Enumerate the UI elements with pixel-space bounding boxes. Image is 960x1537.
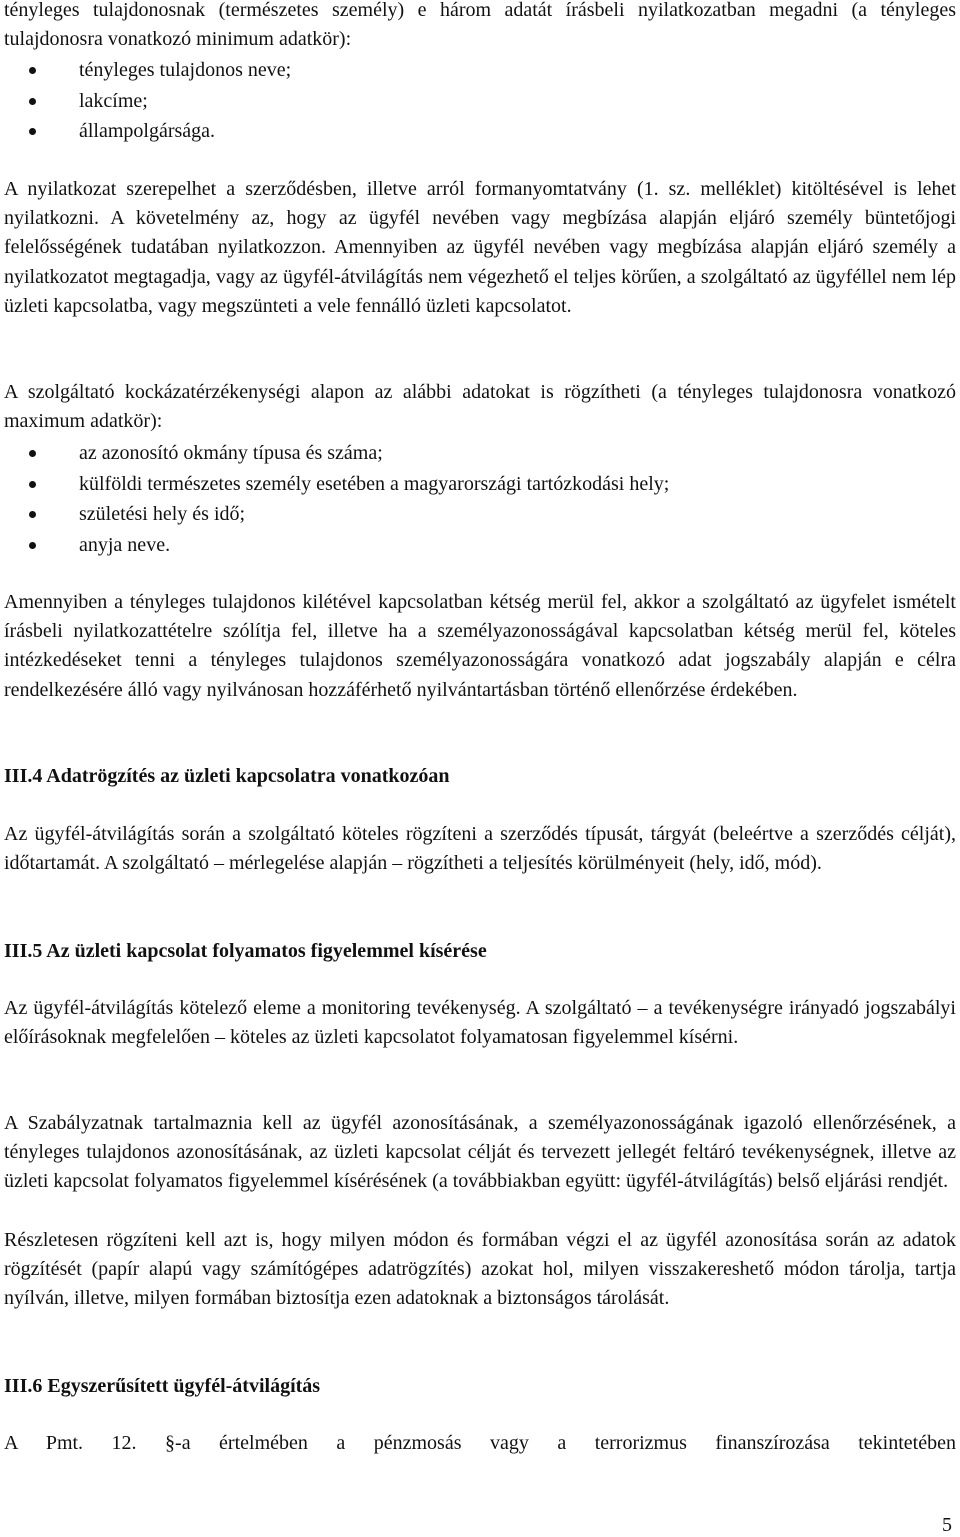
minimum-data-list <box>4 55 956 147</box>
bullet-icon <box>29 67 36 74</box>
list-item: tényleges tulajdonos neve; <box>4 55 956 86</box>
bullet-icon <box>29 98 36 105</box>
page-number: 5 <box>942 1514 952 1536</box>
paragraph-pmt: A Pmt. 12. §-a értelmében a pénzmosás vagy a terrorizmus finanszírozása tekintetében <box>4 1432 956 1454</box>
section-heading-3-5: III.5 Az üzleti kapcsolat folyamatos figyelemmel kísérése <box>4 940 487 962</box>
paragraph-regulation: A Szabályzatnak tartalmaznia kell az ügyfél azonosításának, a személyazonosságának igazoló ellenőrzésének, a tényleges tulajdonos azonosításának, az üzleti kapcsolat célját és tervezett jellegét feltáró tevékenységnek, illetve az üzleti kapcsolat folyamatos figyelemmel kísérésének (a továbbiakban együtt: ügyfél-átvilágítás) belső eljárási rendjét. <box>4 1112 956 1192</box>
bullet-icon <box>29 128 36 135</box>
maximum-data-list <box>4 438 956 560</box>
paragraph-details: Részletesen rögzíteni kell azt is, hogy milyen módon és formában végzi el az ügyfél azonosítása során az adatok rögzítését (papír alapú vagy számítógépes adatrögzítés) azokat hol, milyen visszakereshető módon tárolja, tartja nyílván, illetve, milyen formában biztosítja ezen adatoknak a biztonságos tárolását. <box>4 1229 956 1309</box>
paragraph-recording: Az ügyfél-átvilágítás során a szolgáltató köteles rögzíteni a szerződés típusát, tárgyát (beleértve a szerződés célját), időtartamát. A szolgáltató – mérlegelése alapján – rögzítheti a teljesítés körülményeit (hely, idő, mód). <box>4 823 956 875</box>
paragraph-declaration: A nyilatkozat szerepelhet a szerződésben, illetve arról formanyomtatvány (1. sz. melléklet) kitöltésével is lehet nyilatkozni. A követelmény az, hogy az ügyfél nevében vagy megbízása alapján eljáró személy büntetőjogi felelősségének tudatában nyilatkozzon. Amennyiben az ügyfél nevében vagy megbízása alapján eljáró személy a nyilatkozatot megtagadja, vagy az ügyfél-átvilágítás nem végezhető el teljes körűen, a szolgáltató az ügyféllel nem lép üzleti kapcsolatba, vagy megszünteti a vele fennálló üzleti kapcsolatot. <box>4 178 956 317</box>
section-heading-3-6: III.6 Egyszerűsített ügyfél-átvilágítás <box>4 1375 321 1397</box>
bullet-icon <box>29 511 36 518</box>
paragraph-doubt: Amennyiben a tényleges tulajdonos kilétével kapcsolatban kétség merül fel, akkor a szolgáltató az ügyfelet ismételt írásbeli nyilatkozattételre szólítja fel, illetve ha a személyazonosságával kapcsolatban kétség merül fel, köteles intézkedéseket tenni a tényleges tulajdonos személyazonosságára vonatkozó adat jogszabály alapján e célra rendelkezésére álló vagy nyilvánosan hozzáférhető nyilvántartásban történő ellenőrzése érdekében. <box>4 591 956 701</box>
document-page <box>4 0 956 1537</box>
list-item: lakcíme; <box>4 86 956 117</box>
bullet-icon <box>29 542 36 549</box>
list-item: anyja neve. <box>4 530 956 561</box>
list-item: születési hely és idő; <box>4 499 956 530</box>
paragraph-intro: tényleges tulajdonosnak (természetes személy) e három adatát írásbeli nyilatkozatban megadni (a tényleges tulajdonosra vonatkozó minimum adatkör): <box>4 0 956 51</box>
list-item: az azonosító okmány típusa és száma; <box>4 438 956 469</box>
paragraph-monitoring: Az ügyfél-átvilágítás kötelező eleme a monitoring tevékenység. A szolgáltató – a tevékenységre irányadó jogszabályi előírásoknak megfelelően – köteles az üzleti kapcsolatot folyamatosan figyelemmel kísérni. <box>4 997 956 1049</box>
list-item: állampolgársága. <box>4 116 956 147</box>
bullet-icon <box>29 450 36 457</box>
paragraph-risk-based: A szolgáltató kockázatérzékenységi alapon az alábbi adatokat is rögzítheti (a tényleges tulajdonosra vonatkozó maximum adatkör): <box>4 381 956 433</box>
bullet-icon <box>29 481 36 488</box>
list-item: külföldi természetes személy esetében a magyarországi tartózkodási hely; <box>4 469 956 500</box>
section-heading-3-4: III.4 Adatrögzítés az üzleti kapcsolatra vonatkozóan <box>4 765 450 787</box>
